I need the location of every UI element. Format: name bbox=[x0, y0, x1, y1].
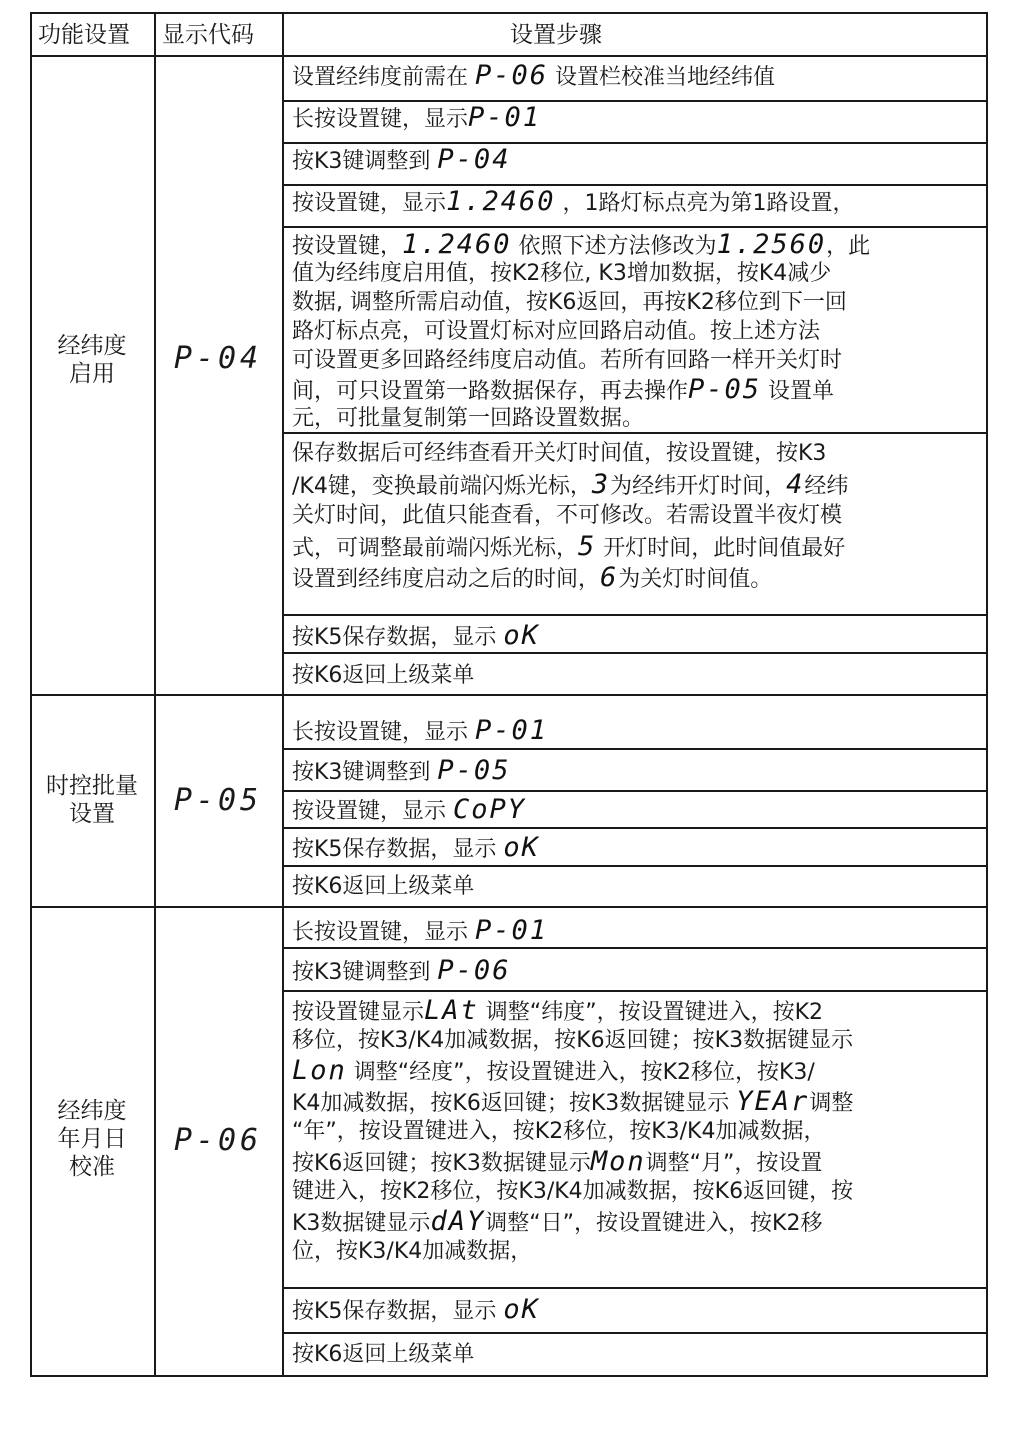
segment-display-code: P-05 bbox=[688, 374, 762, 405]
step-text: 调整“日”，按设置键进入，按K2移 bbox=[485, 1211, 823, 1236]
step-text: 设置经纬度前需在 bbox=[292, 65, 475, 90]
segment-display-code: 1.2460 bbox=[402, 229, 512, 260]
step-text: 依照下述方法修改为 bbox=[511, 234, 717, 259]
segment-display-code: dAY bbox=[430, 1206, 486, 1237]
function-label-line: 经纬度 bbox=[57, 333, 127, 359]
step-line bbox=[292, 757, 510, 787]
function-label bbox=[30, 332, 154, 388]
step-text: 位，按K3/K4加减数据， bbox=[292, 1239, 533, 1264]
step-line bbox=[292, 533, 845, 563]
row-divider bbox=[282, 865, 988, 867]
segment-display-code: P-06 bbox=[475, 60, 549, 91]
step-text: “年”，按设置键进入，按K2移位，按K3/K4加减数据， bbox=[292, 1119, 826, 1144]
step-line bbox=[292, 1088, 853, 1118]
row-divider bbox=[282, 100, 988, 102]
segment-display-code: 5 bbox=[578, 531, 597, 562]
row-divider bbox=[282, 184, 988, 186]
segment-display-code: P-04 bbox=[437, 144, 511, 175]
step-line bbox=[292, 717, 548, 747]
display-code: P-04 bbox=[173, 341, 263, 376]
step-text: 按K6返回上级菜单 bbox=[292, 663, 475, 688]
step-line bbox=[292, 231, 870, 261]
segment-display-code: oK bbox=[503, 832, 540, 863]
row-divider bbox=[282, 652, 988, 654]
step-text: 关灯时间，此值只能查看，不可修改。若需设置半夜灯模 bbox=[292, 503, 843, 528]
step-text: 按K6返回上级菜单 bbox=[292, 874, 475, 899]
step-text: 式，可调整最前端闪烁光标， bbox=[292, 536, 579, 561]
step-text: 按K6返回上级菜单 bbox=[292, 1342, 475, 1367]
function-label-line: 设置 bbox=[69, 801, 115, 827]
step-text: 元，可批量复制第一回路设置数据。 bbox=[292, 406, 645, 431]
step-line bbox=[292, 471, 848, 501]
step-line bbox=[292, 1057, 815, 1087]
step-line bbox=[292, 502, 842, 530]
segment-display-code: P-01 bbox=[468, 102, 542, 133]
step-text: 调整“经度”，按设置键进入，按K2移位，按K3/ bbox=[346, 1060, 815, 1085]
segment-display-code: 1.2460 bbox=[446, 186, 556, 217]
step-text: 调整“月”，按设置 bbox=[645, 1151, 823, 1176]
segment-display-code: Mon bbox=[590, 1146, 646, 1177]
segment-display-code: LAt bbox=[424, 995, 479, 1026]
step-text: 按设置键， bbox=[292, 234, 403, 259]
step-line bbox=[292, 62, 775, 92]
function-label-line: 经纬度 bbox=[57, 1098, 127, 1124]
row-divider bbox=[282, 226, 988, 228]
step-text: 调整“纬度”，按设置键进入，按K2 bbox=[478, 1000, 824, 1025]
step-line bbox=[292, 440, 826, 468]
step-text: 按K5保存数据，显示 bbox=[292, 625, 504, 650]
step-line bbox=[292, 1118, 825, 1146]
step-text: 调整 bbox=[809, 1091, 854, 1116]
step-text: 键进入，按K2移位，按K3/K4加减数据，按K6返回键，按 bbox=[292, 1179, 854, 1204]
table-border-bottom bbox=[30, 1375, 988, 1377]
step-line bbox=[292, 1178, 853, 1206]
step-text: 按K3键调整到 bbox=[292, 760, 438, 785]
segment-display-code: CoPY bbox=[453, 794, 527, 825]
row-divider bbox=[282, 614, 988, 616]
segment-display-code: P-06 bbox=[437, 955, 511, 986]
function-label-line: 年月日 bbox=[57, 1126, 127, 1152]
step-line bbox=[292, 260, 831, 288]
step-line bbox=[292, 622, 540, 652]
step-text: 按K5保存数据，显示 bbox=[292, 837, 504, 862]
step-text: K3数据键显示 bbox=[292, 1211, 431, 1236]
step-text: 按设置键，显示 bbox=[292, 191, 447, 216]
step-text: 按设置键，显示 bbox=[292, 799, 453, 824]
step-text: 值为经纬度启用值，按K2移位, K3增加数据，按K4减少 bbox=[292, 261, 832, 286]
step-text: 按K3键调整到 bbox=[292, 960, 438, 985]
function-label bbox=[30, 772, 154, 828]
row-divider bbox=[282, 748, 988, 750]
step-line bbox=[292, 834, 540, 864]
step-line bbox=[292, 1238, 532, 1266]
segment-display-code: P-01 bbox=[475, 915, 549, 946]
segment-display-code: oK bbox=[503, 620, 540, 651]
segment-display-code: oK bbox=[503, 1294, 540, 1325]
step-line bbox=[292, 188, 855, 218]
step-text: 可设置更多回路经纬度启动值。若所有回路一样开关灯时 bbox=[292, 348, 843, 373]
segment-display-code: YEAr bbox=[736, 1086, 810, 1117]
step-line bbox=[292, 104, 541, 134]
step-line bbox=[292, 347, 842, 375]
step-line bbox=[292, 146, 510, 176]
function-label-line: 校准 bbox=[69, 1154, 115, 1180]
step-text: 经纬 bbox=[804, 474, 849, 499]
row-divider bbox=[282, 1332, 988, 1334]
row-divider bbox=[282, 142, 988, 144]
step-text: 按K6返回键；按K3数据键显示 bbox=[292, 1151, 591, 1176]
header-function: 功能设置 bbox=[38, 22, 130, 48]
step-text: 为经纬开灯时间， bbox=[610, 474, 787, 499]
segment-display-code: 3 bbox=[591, 469, 611, 500]
step-text: 长按设置键，显示 bbox=[292, 720, 475, 745]
function-label bbox=[30, 1097, 154, 1181]
step-line bbox=[292, 957, 510, 987]
step-line bbox=[292, 1341, 474, 1369]
display-code: P-05 bbox=[173, 783, 263, 818]
step-line bbox=[292, 405, 644, 433]
function-label-line: 时控批量 bbox=[46, 773, 138, 799]
step-text: 移位，按K3/K4加减数据，按K6返回键；按K3数据键显示 bbox=[292, 1028, 854, 1053]
step-text: 数据, 调整所需启动值，按K6返回，再按K2移位到下一回 bbox=[292, 290, 847, 315]
segment-display-code: Lon bbox=[292, 1055, 347, 1086]
step-text: 保存数据后可经纬查看开关灯时间值，按设置键，按K3 bbox=[292, 441, 827, 466]
step-text: 设置单 bbox=[761, 379, 835, 404]
step-line bbox=[292, 873, 474, 901]
step-text: 路灯标点亮，可设置灯标对应回路启动值。按上述方法 bbox=[292, 319, 821, 344]
step-line bbox=[292, 1296, 540, 1326]
step-text: K4加减数据，按K6返回键；按K3数据键显示 bbox=[292, 1091, 737, 1116]
step-text: 长按设置键，显示 bbox=[292, 107, 469, 132]
step-text: /K4键，变换最前端闪烁光标， bbox=[292, 474, 592, 499]
step-text: 按K5保存数据，显示 bbox=[292, 1299, 504, 1324]
step-line bbox=[292, 1208, 822, 1238]
step-text: 开灯时间，此时间值最好 bbox=[596, 536, 846, 561]
display-code: P-06 bbox=[173, 1123, 263, 1158]
row-divider bbox=[282, 990, 988, 992]
section-divider-1 bbox=[30, 694, 988, 696]
step-text: ，1路灯标点亮为第1路设置， bbox=[555, 191, 855, 216]
step-text: 为关灯时间值。 bbox=[618, 567, 773, 592]
step-line bbox=[292, 662, 474, 690]
step-line bbox=[292, 1148, 822, 1178]
segment-display-code: 1.2560 bbox=[716, 229, 827, 260]
row-divider bbox=[282, 947, 988, 949]
row-divider bbox=[282, 827, 988, 829]
segment-display-code: 4 bbox=[786, 469, 805, 500]
step-line bbox=[292, 289, 847, 317]
segment-display-code: 6 bbox=[600, 562, 619, 593]
settings-table bbox=[30, 12, 988, 1377]
step-line bbox=[292, 1027, 853, 1055]
step-text: 设置到经纬度启动之后的时间， bbox=[292, 567, 601, 592]
segment-display-code: P-05 bbox=[437, 755, 511, 786]
step-text: ，此 bbox=[826, 234, 871, 259]
step-text: 按设置键显示 bbox=[292, 1000, 425, 1025]
table-border-top bbox=[30, 12, 988, 14]
row-divider bbox=[282, 1287, 988, 1289]
function-label-line: 启用 bbox=[69, 361, 115, 387]
step-text: 设置栏校准当地经纬值 bbox=[548, 65, 776, 90]
step-line bbox=[292, 564, 772, 594]
step-line bbox=[292, 917, 548, 947]
header-code: 显示代码 bbox=[162, 22, 254, 48]
step-line bbox=[292, 318, 820, 346]
section-divider-2 bbox=[30, 906, 988, 908]
step-line bbox=[292, 796, 526, 826]
row-divider bbox=[282, 790, 988, 792]
step-text: 按K3键调整到 bbox=[292, 149, 438, 174]
step-line bbox=[292, 376, 834, 406]
step-text: 间，可只设置第一路数据保存，再去操作 bbox=[292, 379, 689, 404]
step-line bbox=[292, 997, 823, 1027]
segment-display-code: P-01 bbox=[475, 715, 549, 746]
header-divider bbox=[30, 55, 988, 57]
header-steps: 设置步骤 bbox=[510, 22, 602, 48]
step-text: 长按设置键，显示 bbox=[292, 920, 475, 945]
